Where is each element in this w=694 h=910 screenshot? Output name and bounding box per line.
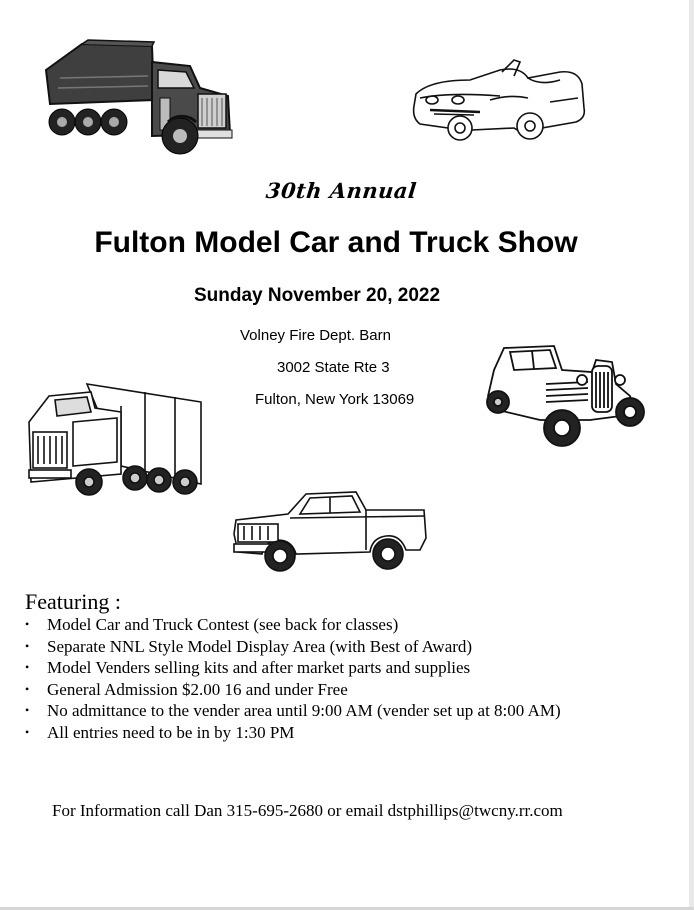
hot-rod-icon (480, 340, 650, 450)
contact-info: For Information call Dan 315-695-2680 or email dstphillips@twcny.rr.com (52, 801, 563, 820)
list-item: • General Admission $2.00 16 and under Free (25, 679, 561, 701)
list-item: • All entries need to be in by 1:30 PM (25, 722, 561, 744)
event-date: Sunday November 20, 2022 (193, 285, 441, 306)
semi-truck-icon (25, 378, 205, 498)
city-address: Fulton, New York 13069 (255, 391, 415, 408)
list-item: • Separate NNL Style Model Display Area (with Best of Award) (25, 636, 561, 658)
street-address: 3002 State Rte 3 (277, 359, 390, 376)
pickup-truck-icon (230, 488, 430, 576)
list-item: • Model Car and Truck Contest (see back for classes) (25, 614, 561, 636)
page-edge-right (689, 0, 694, 910)
convertible-car-icon (410, 58, 590, 153)
featuring-heading: Featuring : (25, 589, 121, 614)
list-item: • Model Venders selling kits and after market parts and supplies (25, 657, 561, 679)
edition-label: 30th Annual (264, 178, 419, 203)
page-title: Fulton Model Car and Truck Show (94, 226, 578, 259)
features-list (25, 614, 561, 744)
venue-name: Volney Fire Dept. Barn (240, 327, 391, 344)
list-item: • No admittance to the vender area until 9:00 AM (vender set up at 8:00 AM) (25, 700, 561, 722)
dump-truck-icon (40, 38, 235, 163)
